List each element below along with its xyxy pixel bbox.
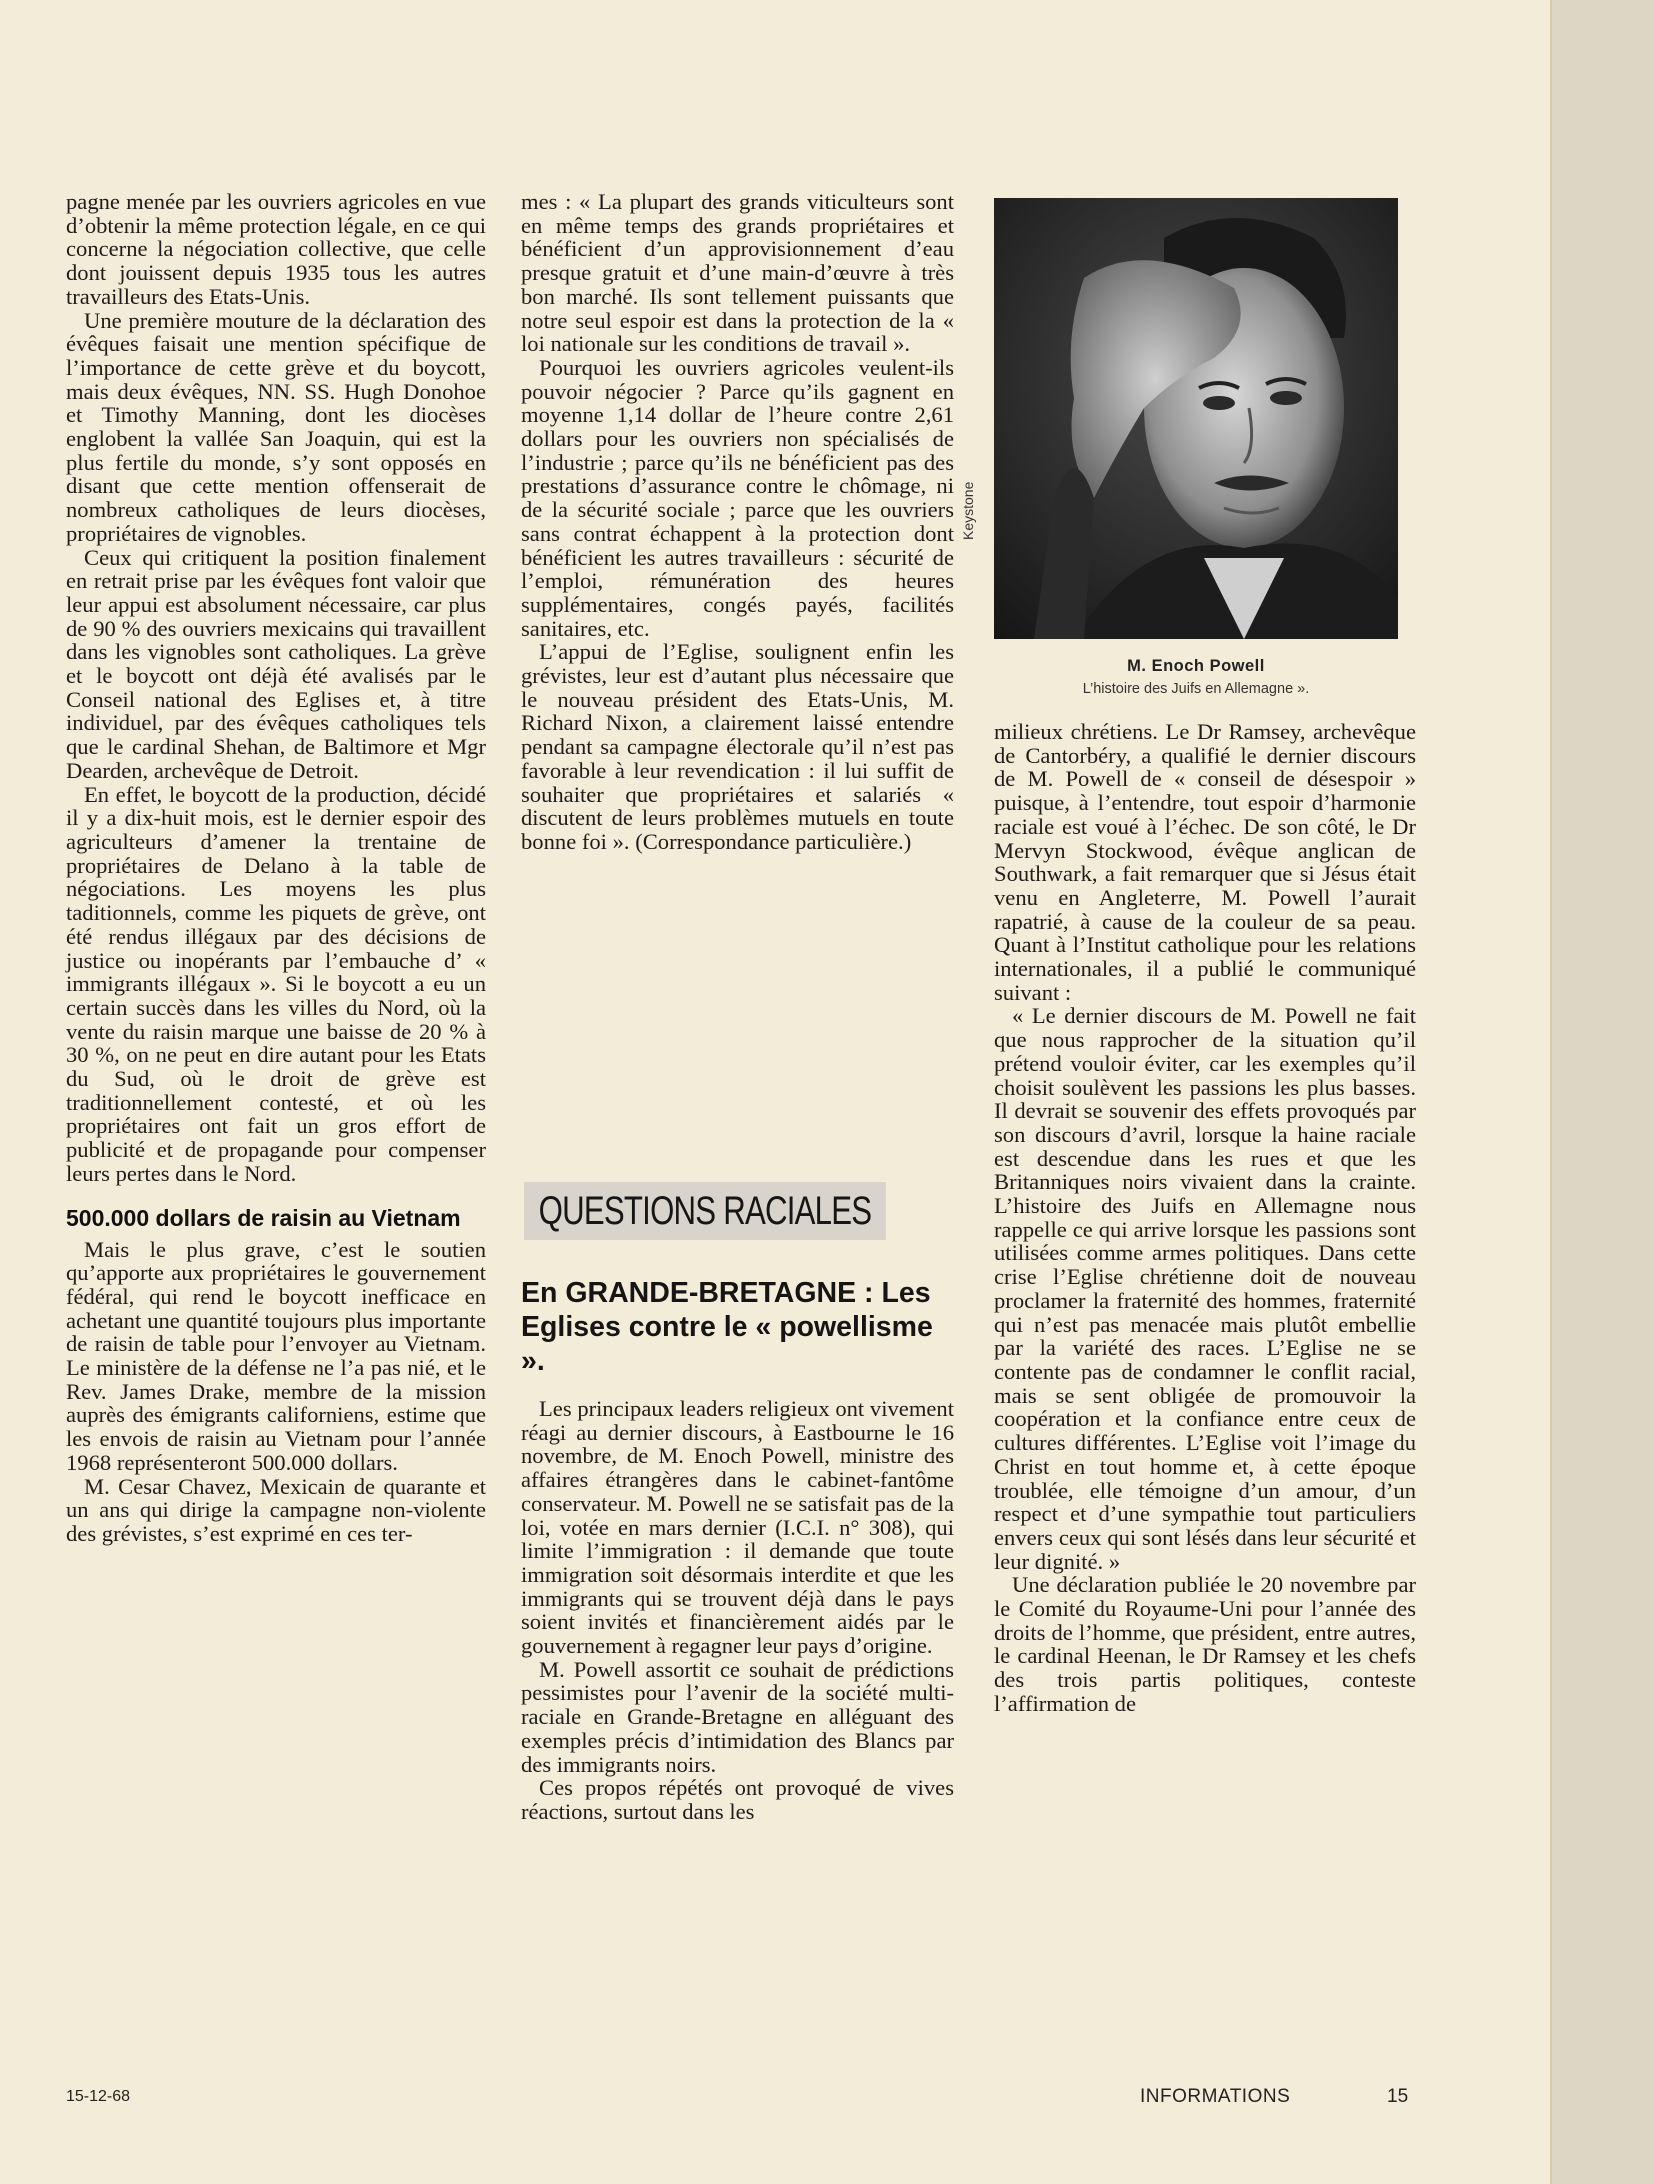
paragraph: Une déclaration publiée le 20 novembre par le Comité du Royaume-Uni pour l’année des droits de l’homme, que président, entre autres, le cardinal Heenan, le Dr Ramsey et les chefs des trois partis politiques, conteste l’affirmation de bbox=[994, 1572, 1416, 1716]
paragraph: Mais le plus grave, c’est le soutien qu’apporte aux propriétaires le gouvernement fédéral, qui rend le boycott inefficace en achetant une quantité toujours plus importante de raisin de table pour l’envoyer au Vietnam. Le ministère de la défense ne l’a pas nié, et le Rev. James Drake, membre de la mission auprès des émigrants californiens, estime que les envois de raisin au Vietnam pour l’année 1968 représenteront 500.000 dollars. bbox=[66, 1236, 486, 1475]
column-2-article bbox=[521, 1397, 954, 1824]
footer-date: 15-12-68 bbox=[66, 2088, 131, 2105]
column-3 bbox=[994, 720, 1416, 1716]
paragraph: Les principaux leaders religieux ont vivement réagi au dernier discours, à Eastbourne le 16 novembre, de M. Enoch Powell, ministre des affaires étrangères dans le cabinet-fantôme conservateur. M. Powell ne se satisfait pas de la loi, votée en mars dernier (I.C.I. n° 308), qui limite l’immigration : il demande que toute immigration soit désormais interdite et que les immigrants qui se trouvent déjà dans le pays soient invités et financièrement aidés par le gouvernement à regagner leur pays d’origine. bbox=[521, 1396, 954, 1659]
paragraph: M. Cesar Chavez, Mexicain de quarante et un ans qui dirige la campagne non-violente des grévistes, s’est exprimé en ces ter- bbox=[66, 1473, 486, 1546]
page-edge-strip bbox=[1552, 0, 1654, 2184]
paragraph: pagne menée par les ouvriers agricoles en vue d’obtenir la même protection légale, en ce qui concerne la négociation collective, que celle dont jouissent depuis 1935 tous les autres travailleurs des Etats-Unis. bbox=[66, 189, 486, 309]
paragraph: Ces propos répétés ont provoqué de vives réactions, surtout dans les bbox=[521, 1775, 954, 1824]
photo-caption-text: L’histoire des Juifs en Allemagne ». bbox=[1082, 681, 1310, 697]
portrait-photo bbox=[994, 198, 1398, 639]
photo-credit: Keystone bbox=[960, 481, 976, 540]
page-number: 15 bbox=[1387, 2086, 1409, 2107]
section-rubric: QUESTIONS RACIALES bbox=[524, 1182, 886, 1240]
paragraph: mes : « La plupart des grands viticulteurs sont en même temps des grands propriétaires et bénéficient d’un approvisionnement d’eau presque gratuit et d’une main-d’œuvre à très bon marché. Ils sont tellement puissants que notre seul espoir est dans la protection de la « loi nationale sur les conditions de travail ». bbox=[521, 189, 954, 357]
paragraph: Une première mouture de la déclaration des évêques faisait une mention spécifique de l’importance de cette grève et du boycott, mais deux évêques, NN. SS. Hugh Donohoe et Timothy Manning, dont les diocèses englobent la vallée San Joaquin, qui est la plus fertile du monde, s’y sont opposés en disant que cette mention offenserait de nombreux catholiques de leurs diocèses, propriétaires de vignobles. bbox=[66, 307, 486, 546]
photo-caption-name: M. Enoch Powell bbox=[1127, 657, 1265, 675]
paragraph: « Le dernier discours de M. Powell ne fait que nous rapprocher de la situation qu’il prétend vouloir éviter, car les exemples qu’il choisit soulèvent les passions les plus basses. Il devrait se souvenir des effets provoqués par son discours d’avril, lorsque la haine raciale est descendue dans les rues et que les Britanniques noirs vivaient dans la crainte. L’histoire des Juifs en Allemagne nous rappelle ce qui arrive lorsque les passions sont utilisées comme armes politiques. Dans cette crise l’Eglise chrétienne doit de nouveau proclamer la fraternité des hommes, fraternité qui n’est pas menacée mais plutôt embellie par la variété des races. L’Eglise ne se contente pas de condamner le conflit racial, mais se sent obligée de promouvoir la coopération et la confiance entre ceux de cultures différentes. L’Eglise voit l’image du Christ en tout homme et, à cette époque troublée, elle témoigne d’un amour, d’un respect et d’une sympathie tout particuliers envers ceux qui sont lésés dans leur sécurité et leur dignité. » bbox=[994, 1003, 1416, 1574]
subheading: 500.000 dollars de raisin au Vietnam bbox=[66, 1204, 461, 1231]
article-headline: En GRANDE-BRETAGNE : Les Eglises contre le « powellisme ». bbox=[521, 1277, 933, 1377]
column-2 bbox=[521, 190, 954, 854]
footer-publication: INFORMATIONS bbox=[1140, 2086, 1291, 2107]
paragraph: M. Powell assortit ce souhait de prédictions pessimistes pour l’avenir de la société multi-raciale en Grande-Bretagne en alléguant des exemples précis d’intimidation des Blancs par des immigrants noirs. bbox=[521, 1656, 954, 1777]
paragraph: Pourquoi les ouvriers agricoles veulent-ils pouvoir négocier ? Parce qu’ils gagnent en moyenne 1,14 dollar de l’heure contre 2,61 dollars pour les ouvriers non spécialisés de l’industrie ; parce qu’ils ne bénéficient pas des prestations d’assurance contre le chômage, ni de la sécurité sociale ; parce que les ouvriers sans contrat échappent à la protection dont bénéficient les autres travailleurs : sécurité de l’emploi, rémunération des heures supplémentaires, congés payés, facilités sanitaires, etc. bbox=[521, 354, 954, 641]
column-1 bbox=[66, 190, 486, 1546]
paragraph: En effet, le boycott de la production, décidé il y a dix-huit mois, est le dernier espoir des agriculteurs d’amener la trentaine de propriétaires de Delano à la table de négociations. Les moyens les plus taditionnels, comme les piquets de grève, ont été rendus illégaux par des décisions de justice ou inopérants par l’embauche d’ « immigrants illégaux ». Si le boycott a eu un certain succès dans les villes du Nord, où la vente du raisin marque une baisse de 20 % à 30 %, on ne peut en dire autant pour les Etats du Sud, où le droit de grève est traditionnellement contesté, et où les propriétaires ont fait un gros effort de publicité et de propagande pour compenser leurs pertes dans le Nord. bbox=[66, 781, 486, 1186]
paragraph: Ceux qui critiquent la position finalement en retrait prise par les évêques font valoir que leur appui est absolument nécessaire, car plus de 90 % des ouvriers mexicains qui travaillent dans les vignobles sont catholiques. La grève et le boycott ont déjà été avalisés par le Conseil national des Eglises et, à titre individuel, par des évêques catholiques tels que le cardinal Shehan, de Baltimore et Mgr Dearden, archevêque de Detroit. bbox=[66, 544, 486, 783]
paragraph: milieux chrétiens. Le Dr Ramsey, archevêque de Cantorbéry, a qualifié le dernier discours de M. Powell de « conseil de désespoir » puisque, à l’entendre, tout espoir d’harmonie raciale est voué à l’échec. De son côté, le Dr Mervyn Stockwood, évêque anglican de Southwark, a fait remarquer que si Jésus était venu en Angleterre, M. Powell l’aurait rapatrié, à cause de la couleur de sa peau. Quant à l’Institut catholique pour les relations internationales, il a publié le communiqué suivant : bbox=[994, 719, 1416, 1005]
portrait-illustration bbox=[994, 198, 1398, 639]
paragraph: L’appui de l’Eglise, soulignent enfin les grévistes, leur est d’autant plus nécessaire que le nouveau président des Etats-Unis, M. Richard Nixon, a clairement laissé entendre pendant sa campagne électorale qu’il n’est pas favorable à leur revendication : il lui suffit de souhaiter que propriétaires et salariés « discutent de leurs problèmes mutuels en toute bonne foi ». (Correspondance particulière.) bbox=[521, 639, 954, 854]
